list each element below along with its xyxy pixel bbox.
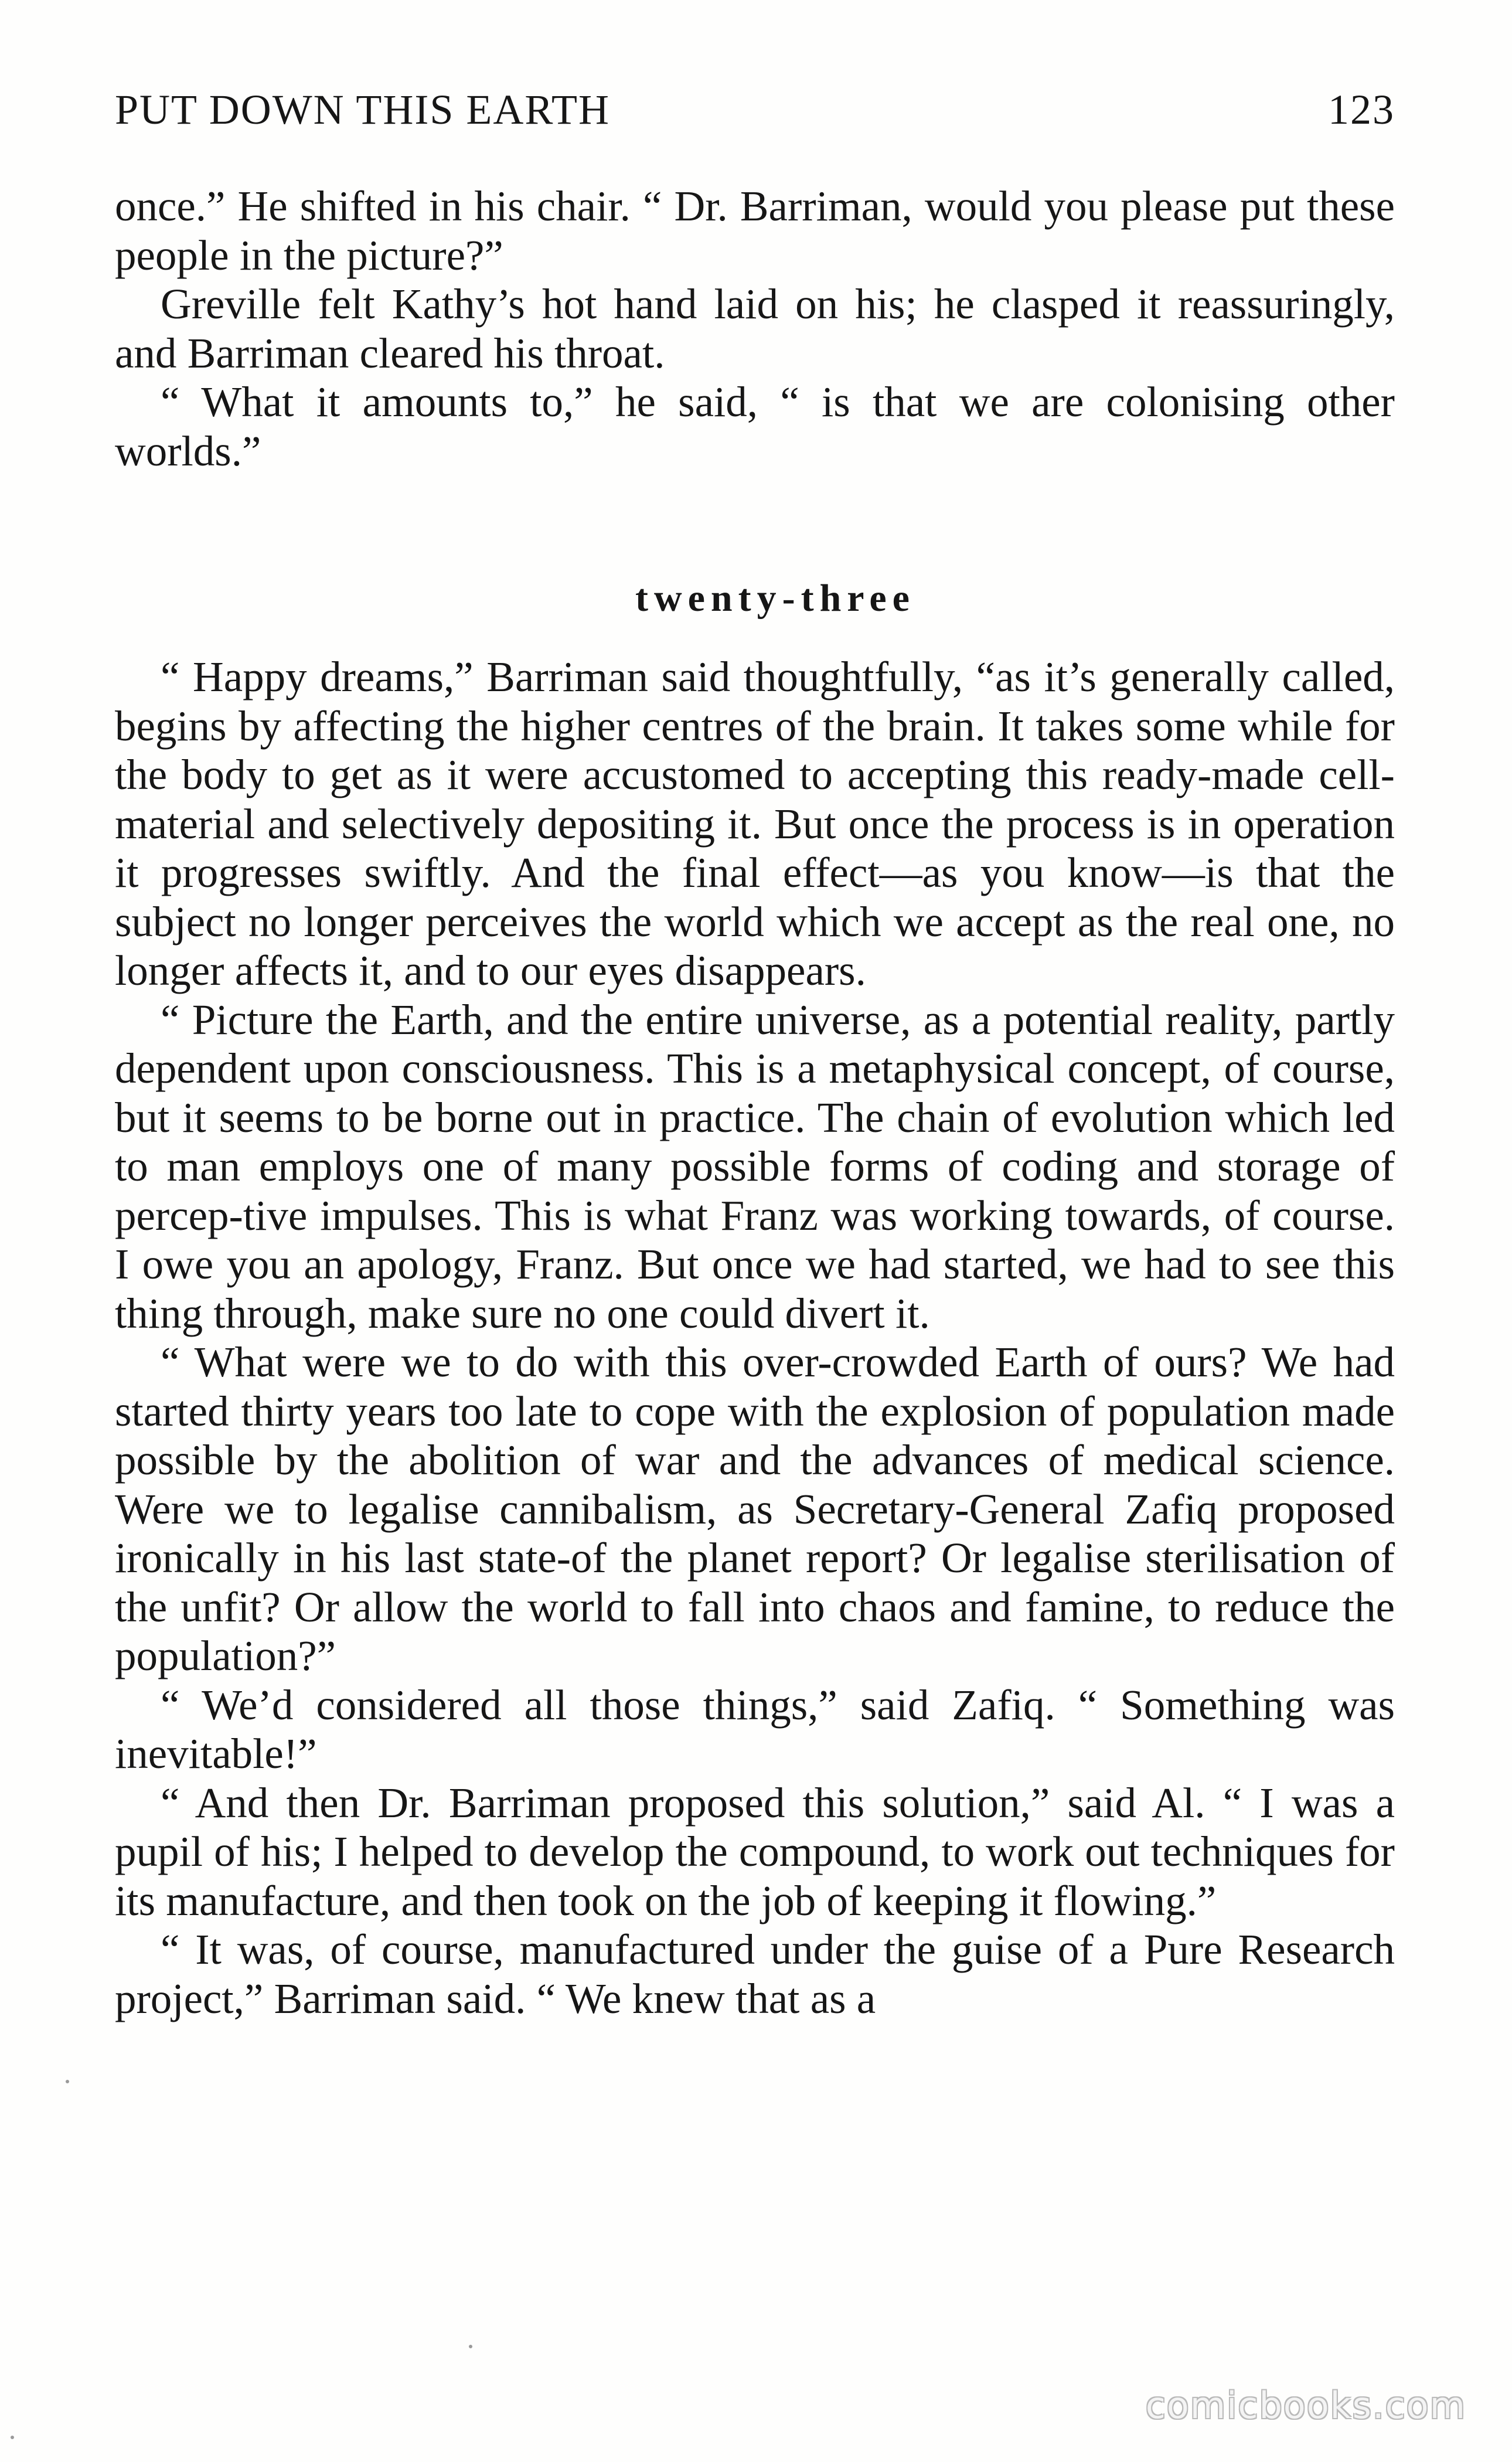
scan-speck	[11, 2436, 14, 2439]
scan-speck	[469, 2345, 472, 2348]
paragraph: “ And then Dr. Barriman proposed this solution,” said Al. “ I was a pupil of his; I helped to develop the compound, to work out techniques for its manufacture, and then took on the job of keeping it flowing.”	[115, 1779, 1395, 1924]
paragraph: once.” He shifted in his chair. “ Dr. Barriman, would you please put these people in the picture?”	[115, 182, 1395, 279]
page-number: 123	[1328, 86, 1395, 133]
paragraph: “ Happy dreams,” Barriman said thoughtfully, “as it’s generally called, begins by affecting the higher centres of the brain. It takes some while for the body to get as it were accustomed to accepting this ready-made cell-material and selectively depositing it. But once the process is in operation it progresses swiftly. And the final effect—as you know—is that the subject no longer perceives the world which we accept as the real one, no longer affects it, and to our eyes disappears.	[115, 653, 1395, 994]
running-header	[115, 77, 1395, 142]
paragraph: “ What were we to do with this over-crowded Earth of ours? We had started thirty years too late to cope with the explosion of population made possible by the abolition of war and the advances of medical science. Were we to legalise cannibalism, as Secretary-General Zafiq proposed ironically in his last state-of the planet report? Or legalise sterilisation of the unfit? Or allow the world to fall into chaos and famine, to reduce the population?”	[115, 1338, 1395, 1679]
paragraph: “ We’d considered all those things,” said Zafiq. “ Something was inevitable!”	[115, 1681, 1395, 1777]
chapter-heading: twenty-three	[635, 577, 915, 620]
running-title: PUT DOWN THIS EARTH	[115, 86, 611, 133]
scan-speck	[66, 2080, 69, 2083]
paragraph: “ It was, of course, manufactured under the guise of a Pure Research project,” Barriman said. “ We knew that as a	[115, 1926, 1395, 2022]
paragraph: Greville felt Kathy’s hot hand laid on his; he clasped it reassuringly, and Barriman cleared his throat.	[115, 280, 1395, 377]
watermark: comicbooks.com	[1145, 2384, 1466, 2427]
section-spacer	[115, 628, 1395, 652]
section-spacer	[115, 475, 1395, 569]
body-text	[115, 182, 1395, 2023]
paragraph: “ What it amounts to,” he said, “ is that we are colonising other worlds.”	[115, 378, 1395, 475]
paragraph: “ Picture the Earth, and the entire universe, as a potential reality, partly dependent upon consciousness. This is a metaphysical concept, of course, but it seems to be borne out in practice. The chain of evolution which led to man employs one of many possible forms of coding and storage of percep-tive impulses. This is what Franz was working towards, of course. I owe you an apology, Franz. But once we had started, we had to see this thing through, make sure no one could divert it.	[115, 995, 1395, 1337]
